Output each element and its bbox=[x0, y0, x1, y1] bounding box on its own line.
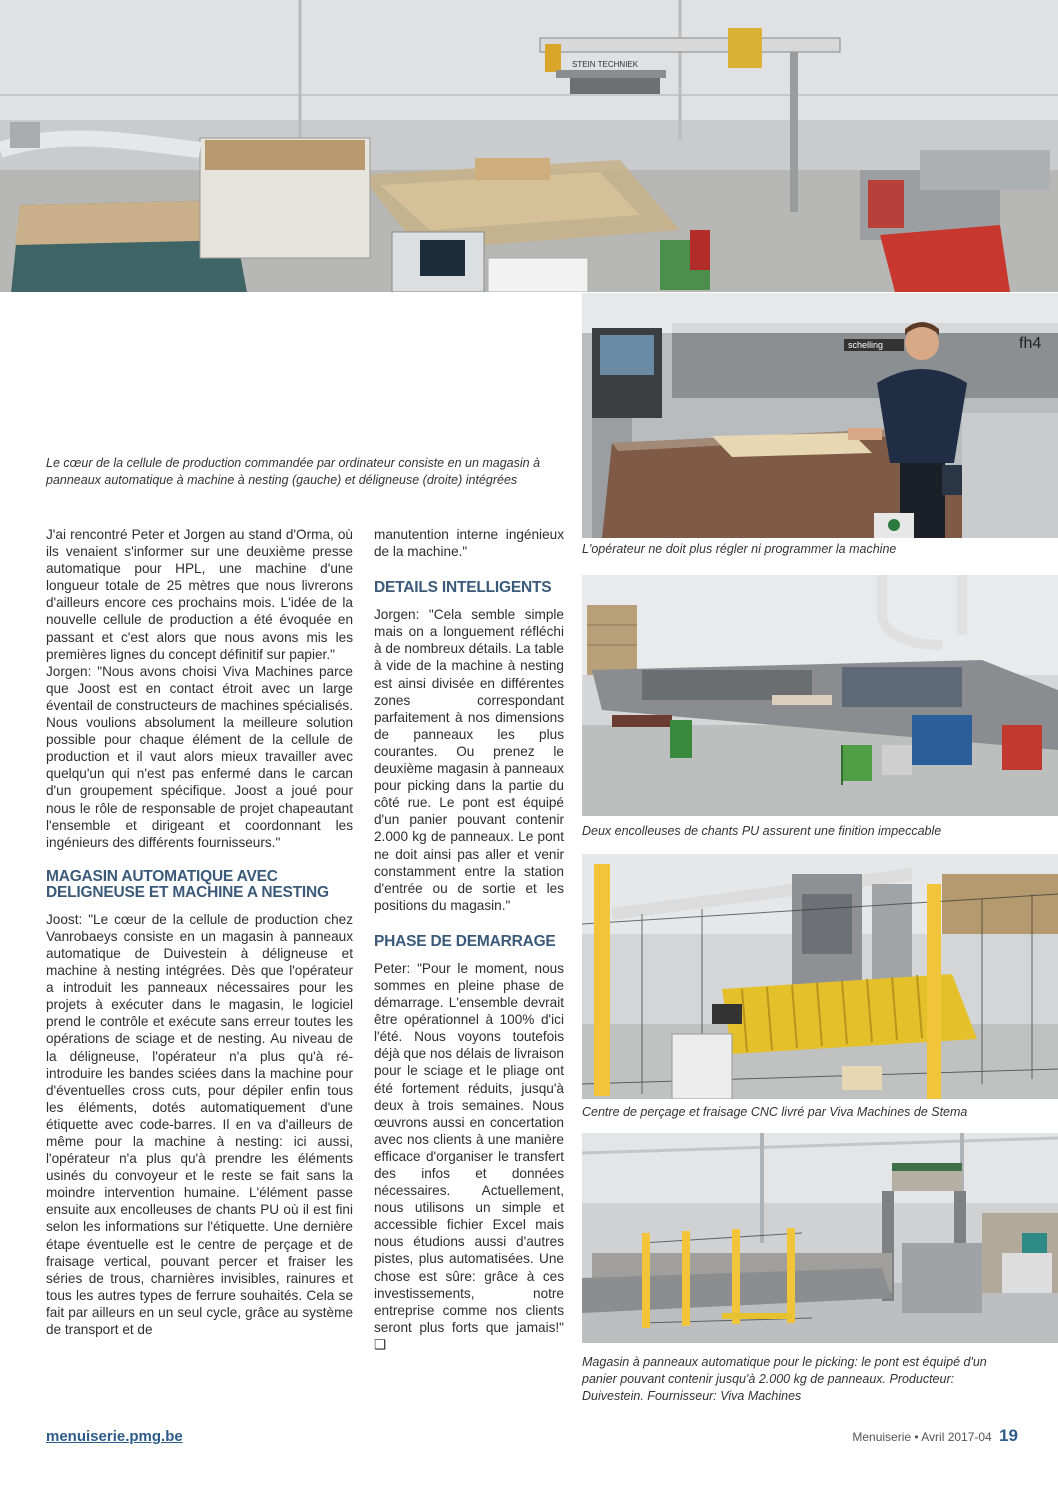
photo-operator-saw bbox=[582, 293, 1058, 538]
crane-brand-label: STEIN TECHNIEK bbox=[572, 60, 639, 69]
caption-edgebanders: Deux encolleuses de chants PU assurent une finition impeccable bbox=[582, 824, 942, 838]
caption-cnc: Centre de perçage et fraisage CNC livré par Viva Machines de Stema bbox=[582, 1105, 968, 1119]
paragraph: Joost: "Le cœur de la cellule de production chez Vanrobaeys consiste en un magasin à panneaux automatique de Duivestein à déligneuse et machine à nesting intégrées. Dès que l'opérateur a introduit les panneaux nécessaires pour les projets à exécuter dans le magasin, le logiciel prend le contrôle et exécute sans erreur toutes les opérations de sciage et de nesting. Au niveau de la déligneuse, l'opérateur n'a plus qu'à ré-introduire les bandes sciées dans la machine pour d'éventuelles cross cuts, pour dépiler enfin tous les éléments, dotés automatiquement d'une étiquette avec code-barres. Il en va d'ailleurs de même pour la machine à nesting: ici aussi, l'opérateur n'a plus qu'à prendre les éléments usinés du convoyeur et le reste se fait sans la moindre intervention humaine. L'élément passe ensuite aux encolleuses de chants PU où il est fini selon les informations sur l'étiquette. Une dernière étape éventuelle est le centre de perçage et de fraisage vertical, pouvant percer et fraiser les séries de trous, charnières invisibles, rainures et tous les autres types de ferrure souhaités. Cela se fait par ailleurs en un seul cycle, grâce au système de transport et de bbox=[46, 911, 353, 1338]
caption-production-cell: Le cœur de la cellule de production commandée par ordinateur consiste en un magasin à panneaux automatique à machine à nesting (gauche) et déligneuse (droite) intégrées bbox=[46, 456, 541, 487]
article-column-2 bbox=[374, 526, 564, 1353]
magazine-issue: Menuiserie • Avril 2017-04 bbox=[852, 1430, 992, 1444]
page-number: 19 bbox=[999, 1426, 1018, 1445]
photo-cnc-center bbox=[582, 854, 1058, 1099]
website-link[interactable]: menuiserie.pmg.be bbox=[46, 1428, 183, 1445]
caption-operator: L'opérateur ne doit plus régler ni programmer la machine bbox=[582, 542, 897, 556]
paragraph: Jorgen: "Cela semble simple mais on a longuement réfléchi à de nombreux détails. La table à vide de la machine à nesting est ainsi divisée en différentes zones correspondant parfaitement à nos dimensions de panneaux les plus courantes. Ou prenez le deuxième magasin à panneaux pour picking dans la partie du côté rue. Le pont est équipé d'un panier pouvant contenir 2.000 kg de panneaux. Le pont ne doit ainsi pas aller et venir constamment entre la station d'entrée ou de sortie et les positions du magasin." bbox=[374, 607, 564, 913]
saw-brand-label: schelling bbox=[848, 340, 884, 350]
paragraph: J'ai rencontré Peter et Jorgen au stand d'Orma, où ils venaient s'informer sur une deuxième presse automatique pour HPL, une machine d'une longueur totale de 25 mètres que nous livrerons d'ailleurs encore ces prochains mois. L'idée de la nouvelle cellule de production a été évoquée en passant et c'est alors que nous avons mis les premières lignes du concept définitif sur papier." bbox=[46, 527, 353, 662]
paragraph bbox=[374, 960, 564, 1353]
saw-model-label: fh4 bbox=[1019, 335, 1042, 352]
page-footer bbox=[852, 1426, 1018, 1446]
end-mark: ❑ bbox=[374, 1336, 387, 1352]
photo-production-cell bbox=[0, 0, 1058, 292]
paragraph: Jorgen: "Nous avons choisi Viva Machines parce que Joost est en contact étroit avec un large éventail de constructeurs de machines spécialisés. Nous voulions absolument la meilleure solution possible pour chaque élément de la cellule de production et il vaut alors mieux travailler avec quelqu'un qui n'est pas enfermé dans le carcan d'un groupement spécifique. Joost a joué pour nous le rôle de responsable de projet chapeautant l'ensemble et dirigeant et coordonnant les ingénieurs des différents fournisseurs." bbox=[46, 663, 353, 850]
article-column-1 bbox=[46, 526, 353, 1338]
caption-storage: Magasin à panneaux automatique pour le picking: le pont est équipé d'un panier pouvant contenir jusqu'à 2.000 kg de panneaux. Producteur: Duivestein. Fournisseur: Viva Machines bbox=[582, 1355, 987, 1403]
paragraph-text: Peter: "Pour le moment, nous sommes en pleine phase de démarrage. L'ensemble devrait être opérationnel à 100% d'ici l'été. Nous voyons toutefois déjà que nos délais de livraison pour le sciage et le pliage ont été fortement réduits, jusqu'à deux à trois semaines. Nous œuvrons aussi en concertation avec nos clients à une manière efficace d'organiser le transfert des infos et données nécessaires. Actuellement, nous utilisons un simple et accessible fichier Excel mais nous étudions aussi d'autres pistes, plus automatisées. Une chose est sûre: grâce à ces investissements, notre entreprise comme nos clients seront plus forts que jamais!" bbox=[374, 960, 564, 1335]
section-heading: DETAILS INTELLIGENTS bbox=[374, 579, 552, 597]
photo-panel-storage bbox=[582, 1133, 1058, 1343]
section-heading: MAGASIN AUTOMATIQUE AVEC DELIGNEUSE ET MACHINE A NESTING bbox=[46, 867, 329, 901]
section-heading: PHASE DE DEMARRAGE bbox=[374, 932, 556, 950]
paragraph: manutention interne ingénieux de la machine." bbox=[374, 527, 564, 560]
photo-edgebanders bbox=[582, 575, 1058, 816]
